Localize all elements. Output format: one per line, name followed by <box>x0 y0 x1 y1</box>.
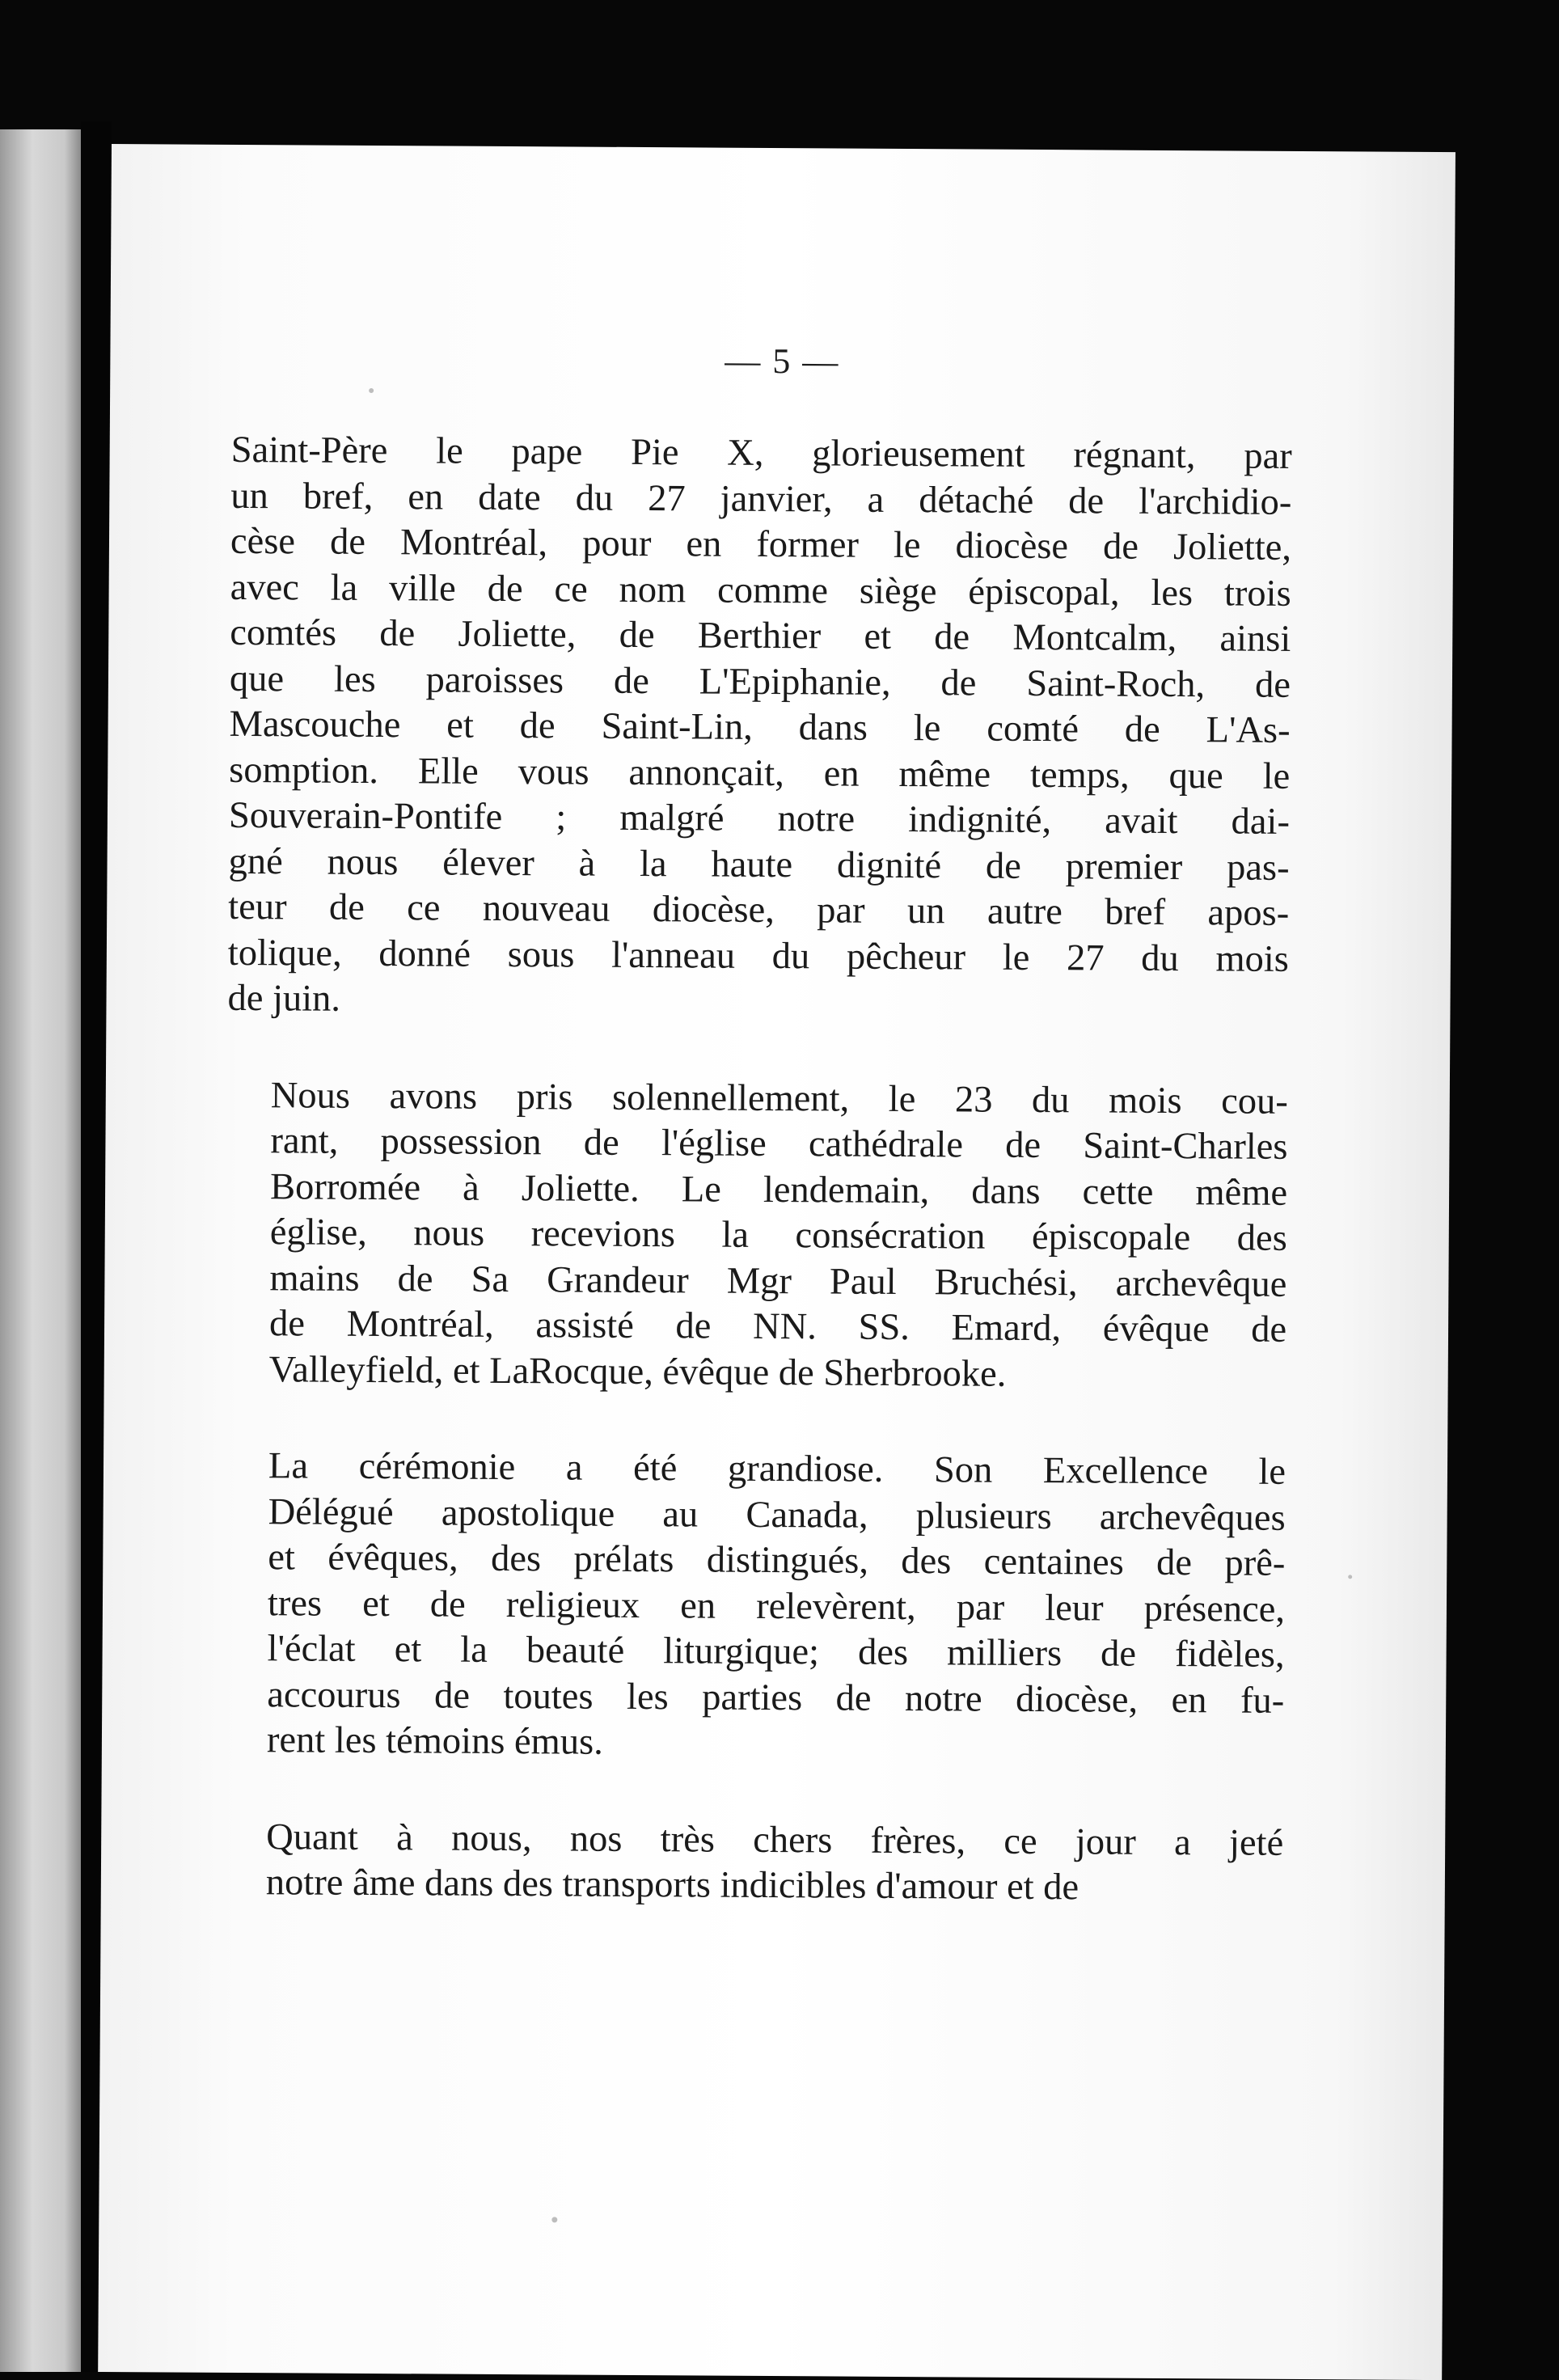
text-line: rant, possession de l'église cathédrale de Saint-Charles <box>270 1120 1288 1168</box>
text-line: Saint-Père le pape Pie X, glorieusement régnant, par <box>230 429 1292 477</box>
text-line: Mascouche et de Saint-Lin, dans le comté de L'As- <box>229 703 1291 751</box>
text-line: un bref, en date du 27 janvier, a détaché de l'archidio- <box>230 475 1292 523</box>
text-line: Quant à nous, nos très chers frères, ce jour a jeté <box>266 1816 1284 1864</box>
paragraph <box>222 1814 1284 1912</box>
text-line: Valleyfield, et LaRocque, évêque de Sherbrooke. <box>268 1348 1007 1395</box>
text-line: Nous avons pris solennellement, le 23 du mois cou- <box>270 1074 1288 1122</box>
paragraph <box>227 428 1291 1029</box>
body-text <box>222 428 1292 1912</box>
text-line: église, nous recevions la consécration épiscopale des <box>269 1211 1287 1259</box>
text-line: que les paroisses de L'Epiphanie, de Saint-Roch, de <box>229 657 1291 706</box>
text-line: gné nous élever à la haute dignité de premier pas- <box>228 840 1290 889</box>
text-line: cèse de Montréal, pour en former le diocèse de Joliette, <box>230 520 1292 569</box>
paper-speck <box>551 2217 557 2222</box>
text-line: l'éclat et la beauté liturgique; des milliers de fidèles, <box>267 1628 1285 1676</box>
paper-speck <box>369 388 374 393</box>
text-line: Délégué apostolique au Canada, plusieurs archevêques <box>268 1490 1286 1539</box>
paragraph <box>226 1072 1288 1399</box>
text-line: teur de ce nouveau diocèse, par un autre bref apos- <box>228 886 1290 934</box>
text-line: Borromée à Joliette. Le lendemain, dans cette même <box>269 1165 1288 1214</box>
text-line: et évêques, des prélats distingués, des centaines de prê- <box>268 1537 1286 1584</box>
text-line: avec la ville de ce nom comme siège épiscopal, les trois <box>230 566 1291 615</box>
text-line: rent les témoins émus. <box>266 1719 603 1763</box>
book-page <box>98 144 1455 2380</box>
text-line: tres et de religieux en relevèrent, par leur présence, <box>267 1582 1286 1630</box>
text-line: tolique, donné sous l'anneau du pêcheur le 27 du mois <box>227 932 1290 980</box>
text-line: de Montréal, assisté de NN. SS. Emard, évêque de <box>268 1303 1287 1351</box>
text-line: Souverain-Pontife ; malgré notre indignité, avait dai- <box>228 794 1291 843</box>
paragraph <box>223 1444 1286 1770</box>
text-line: notre âme dans des transports indicibles d'amour et de <box>265 1862 1079 1909</box>
text-line: mains de Sa Grandeur Mgr Paul Bruchési, archevêque <box>269 1257 1287 1305</box>
page-number: — 5 — <box>725 340 840 382</box>
text-line: La cérémonie a été grandiose. Son Excellence le <box>268 1445 1286 1493</box>
text-line: somption. Elle vous annonçait, en même temps, que le <box>229 749 1291 797</box>
paper-speck <box>1348 1575 1352 1579</box>
text-line: comtés de Joliette, de Berthier et de Montcalm, ainsi <box>230 611 1291 660</box>
text-line: accourus de toutes les parties de notre diocèse, en fu- <box>267 1673 1285 1722</box>
text-line: de juin. <box>227 977 341 1020</box>
facing-page-edge <box>0 129 81 2372</box>
